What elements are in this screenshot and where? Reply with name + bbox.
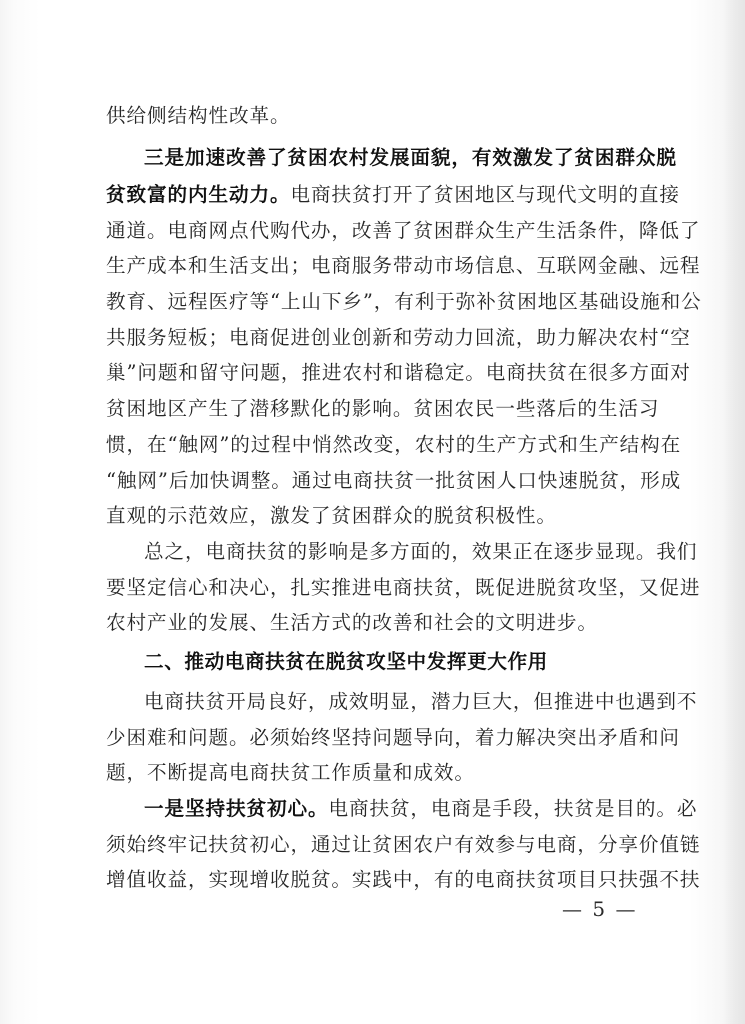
line-19-text: 题，不断提高电商扶贫工作质量和成效。 <box>106 761 475 784</box>
line-11 <box>106 466 682 496</box>
line-10-text: 惯，在“触网”的过程中悄然改变，农村的生产方式和生产结构在 <box>106 433 682 456</box>
line-4 <box>106 216 701 246</box>
line-4-text: 通道。电商网点代购代办，改善了贫困群众生产生活条件，降低了 <box>106 219 701 242</box>
line-14 <box>106 573 701 603</box>
line-20-bold: 一是坚持扶贫初心。 <box>144 797 329 820</box>
line-2 <box>144 143 677 173</box>
line-22-text: 增值收益，实现增收脱贫。实践中，有的电商扶贫项目只扶强不扶 <box>106 868 701 891</box>
line-19 <box>106 758 642 788</box>
line-18-text: 少困难和问题。必须始终坚持问题导向，着力解决突出矛盾和问 <box>106 726 680 749</box>
line-7-text: 共服务短板；电商促进创业创新和劳动力回流，助力解决农村“空 <box>106 326 691 349</box>
line-8-text: 巢”问题和留守问题，推进农村和谐稳定。电商扶贫在很多方面对 <box>106 361 691 384</box>
line-9-text: 贫困地区产生了潜移默化的影响。贫困农民一些落后的生活习 <box>106 397 660 420</box>
page-number: — 5 — <box>562 897 638 921</box>
line-11-text: “触网”后加快调整。通过电商扶贫一批贫困人口快速脱贫，形成 <box>106 469 682 492</box>
line-12 <box>106 501 642 531</box>
line-1 <box>106 101 642 131</box>
line-17 <box>144 687 698 717</box>
line-20 <box>144 794 698 824</box>
line-3-bold: 贫致富的内生动力。 <box>106 183 291 206</box>
line-15-text: 农村产业的发展、生活方式的改善和社会的文明进步。 <box>106 611 598 634</box>
line-21-text: 须始终牢记扶贫初心，通过让贫困农户有效参与电商，分享价值链 <box>106 833 701 856</box>
line-21 <box>106 830 701 860</box>
line-10 <box>106 430 682 460</box>
line-1-text: 供给侧结构性改革。 <box>106 104 291 127</box>
line-15 <box>106 608 642 638</box>
line-20-text: 电商扶贫，电商是手段，扶贫是目的。必 <box>328 797 698 820</box>
line-6 <box>106 287 702 317</box>
line-13 <box>144 537 698 567</box>
line-22 <box>106 865 701 895</box>
line-3 <box>106 180 680 210</box>
line-12-text: 直观的示范效应，激发了贫困群众的脱贫积极性。 <box>106 504 557 527</box>
line-18 <box>106 723 680 753</box>
scan-edge-shadow <box>723 0 745 1024</box>
line-9 <box>106 394 660 424</box>
line-13-text: 总之，电商扶贫的影响是多方面的，效果正在逐步显现。我们 <box>144 540 698 563</box>
line-14-text: 要坚定信心和决心，扎实推进电商扶贫，既促进脱贫攻坚，又促进 <box>106 576 701 599</box>
line-5 <box>106 251 701 281</box>
line-7 <box>106 323 691 353</box>
line-3-text: 电商扶贫打开了贫困地区与现代文明的直接 <box>290 183 680 206</box>
section-heading: 二、推动电商扶贫在脱贫攻坚中发挥更大作用 <box>144 650 548 673</box>
line-6-text: 教育、远程医疗等“上山下乡”，有利于弥补贫困地区基础设施和公 <box>106 290 702 313</box>
line-2-bold: 三是加速改善了贫困农村发展面貌，有效激发了贫困群众脱 <box>144 146 677 169</box>
line-8 <box>106 358 691 388</box>
line-5-text: 生产成本和生活支出；电商服务带动市场信息、互联网金融、远程 <box>106 254 701 277</box>
line-17-text: 电商扶贫开局良好，成效明显，潜力巨大，但推进中也遇到不 <box>144 690 698 713</box>
